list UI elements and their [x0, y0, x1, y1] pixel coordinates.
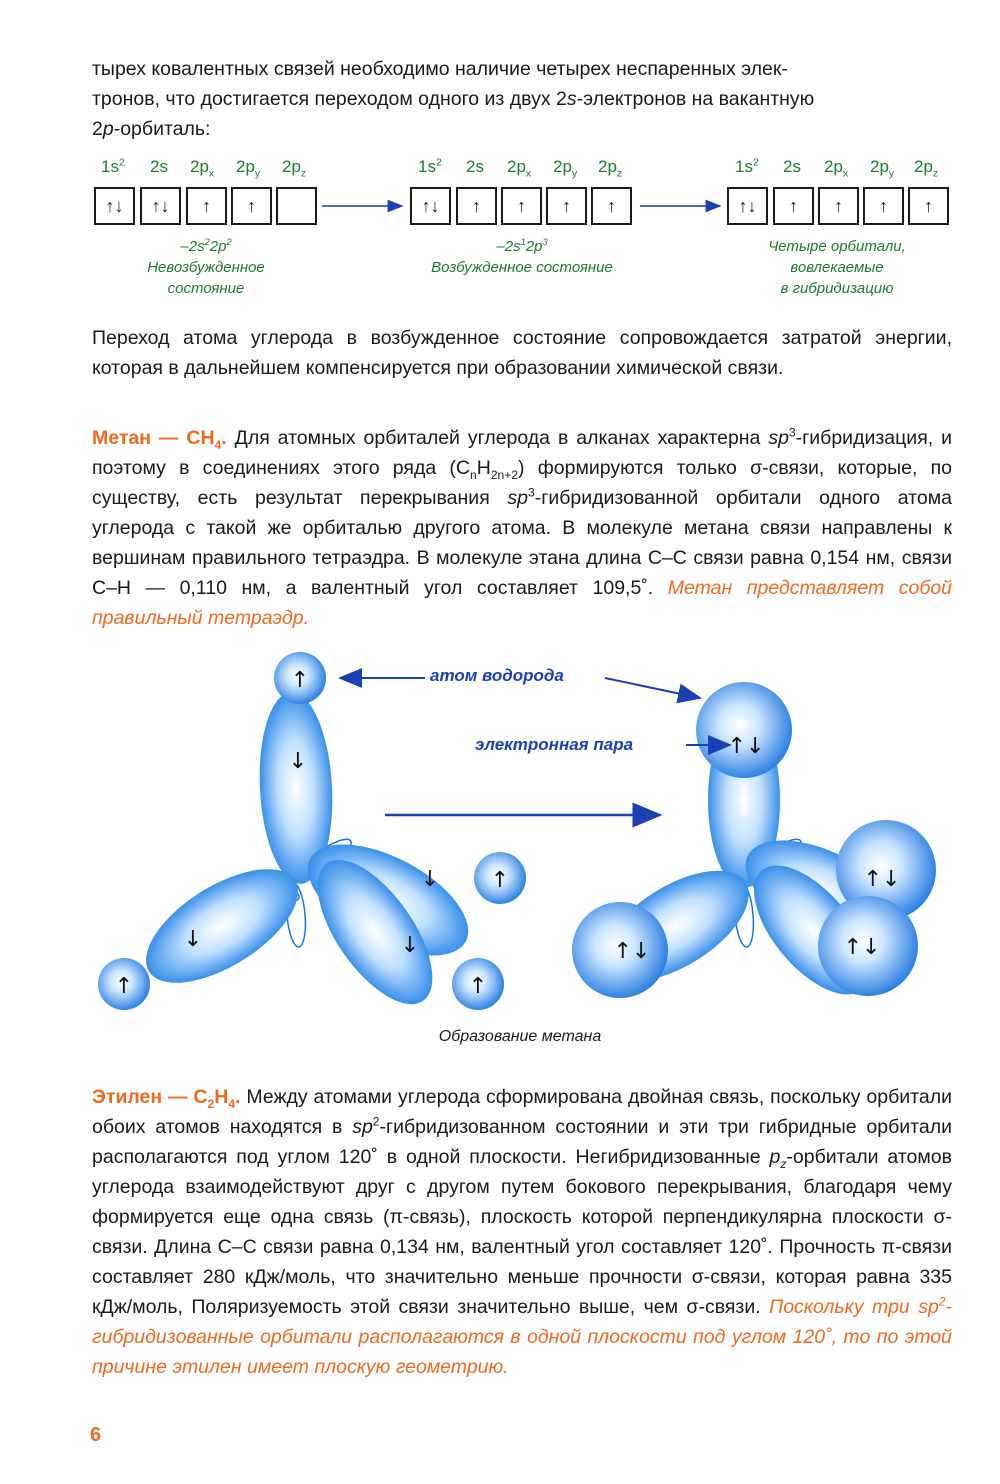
state-1-caption: [96, 236, 316, 299]
orbital-cell: ↑↓: [410, 187, 451, 225]
state-arrows: [0, 0, 1000, 240]
label-1s: $1s^2$: [735, 156, 759, 176]
electron-pair-icon: ↑↓: [613, 939, 651, 964]
electron-up-icon: ↑: [290, 668, 310, 693]
state-1-formula: $-2s^22p^2$: [180, 237, 232, 255]
methane-orbitals-right: [572, 682, 936, 1014]
orbital-cell: ↑: [546, 187, 587, 225]
electron-down-icon: ↓: [400, 933, 420, 958]
label-2px: $2p_x$: [824, 157, 849, 180]
electron-down-icon: ↓: [288, 749, 308, 774]
label-2py: $2p_y$: [870, 157, 895, 180]
transition-paragraph: Переход атома углерода в возбужденное состояние сопровождается затратой энергии, которая в дальнейшем компенсируется при образовании химической связи.: [92, 327, 952, 379]
state-3-caption-line: Четыре орбитали,: [768, 238, 906, 255]
orbital-cell: ↑: [186, 187, 227, 225]
orbital-cell: ↑: [773, 187, 814, 225]
overlap-lobe: [696, 682, 792, 778]
ethylene-highlight: Поскольку три $sp^2$-гибридизованные орбитали располагаются в одной плоскости под углом 120˚, то по этой причине этилен имеет плоскую геометрию.: [92, 1294, 953, 1378]
label-2s: 2s: [150, 157, 168, 176]
methane-paragraph: Метан — $CH_4$. Для атомных орбиталей углерода в алканах характерна $sp^3$-гибридизация, и поэтому в соединениях этого ряда $(C_nH_{2n+2})$ формируются только σ-связи, которые, по существу, есть результат перекрывания $sp^3$-гибридизованной орбитали одного атома углерода с такой же орбиталью другого атома. В молекуле метана связи направлены к вершинам правильного тетраэдра. В молекуле этана длина С–С связи равна 0,154 нм, связи С–Н — 0,110 нм, а валентный угол составляет 109,5˚. Метан представляет собой правильный тетраэдр.: [92, 425, 952, 629]
label-1s: $1s^2$: [418, 156, 442, 176]
intro-line-1: тырех ковалентных связей необходимо наличие четырех неспаренных элек-: [92, 58, 788, 80]
orbital-cell: ↑↓: [727, 187, 768, 225]
orbital-cell: ↑↓: [94, 187, 135, 225]
orbital-cell: ↑↓: [140, 187, 181, 225]
methane-formation-diagram: [0, 640, 1000, 1040]
methane-title: Метан — $CH_4$.: [92, 427, 227, 452]
electron-up-icon: ↑: [468, 974, 488, 999]
intro-line-3: 2p-орбиталь:: [92, 118, 211, 140]
label-2pz: $2p_z$: [598, 157, 623, 180]
electron-down-icon: ↓: [420, 867, 440, 892]
ethylene-paragraph: Этилен — $C_2H_4$. Между атомами углерода сформирована двойная связь, поскольку орбитали обоих атомов находятся в $sp^2$-гибридизованном состоянии и эти три гибридные орбитали располагаются под углом 120˚ в одной плоскости. Негибридизованные $p_z$-орбитали атомов углерода взаимодействуют друг с другом путем бокового перекрывания, благодаря чему формируется еще одна связь (π-связь), плоскость которой перпендикулярна плоскости σ-связи. Длина С–С связи равна 0,134 нм, валентный угол составляет 120˚. Прочность π-связи составляет 280 кДж/моль, что значительно меньше прочности σ-связи, которая равна 335 кДж/моль, Поляризуемость этой связи значительно выше, чем σ-связи. Поскольку три $sp^2$-гибридизованные орбитали располагаются в одной плоскости под углом 120˚, то по этой причине этилен имеет плоскую геометрию.: [92, 1086, 953, 1378]
orbital-cell: ↑: [908, 187, 949, 225]
state-3-caption-line: вовлекаемые: [790, 259, 884, 276]
label-2pz: $2p_z$: [914, 157, 939, 180]
orbital-cell: ↑: [501, 187, 542, 225]
electron-up-icon: ↑: [490, 868, 510, 893]
electron-pair-icon: ↑↓: [843, 935, 881, 960]
electron-pair-icon: ↑↓: [727, 734, 765, 759]
state-3-caption: [730, 236, 944, 299]
electron-down-icon: ↓: [183, 927, 203, 952]
label-2py: $2p_y$: [236, 157, 261, 180]
electron-pair-icon: ↑↓: [863, 867, 901, 892]
state-1-caption-line: Невозбужденное: [147, 259, 265, 276]
label-2px: $2p_x$: [190, 157, 215, 180]
state-3-caption-line: в гибридизацию: [780, 280, 894, 297]
orbital-cell: ↑: [456, 187, 497, 225]
label-electron-pair: электронная пара: [475, 735, 634, 754]
arrow-right-icon: [605, 678, 700, 698]
state-2-caption: [400, 236, 644, 278]
state-1-caption-line: состояние: [167, 280, 245, 297]
orbital-cell: ↑: [818, 187, 859, 225]
orbital-cell: ↑: [591, 187, 632, 225]
state-2-caption-line: Возбужденное состояние: [431, 259, 613, 276]
figure-caption: Образование метана: [438, 1028, 602, 1045]
carbon-orbitals-left: [128, 690, 486, 1022]
label-2s: 2s: [783, 157, 801, 176]
intro-line-2: тронов, что достигается переходом одного из двух 2s-электронов на вакантную: [92, 88, 815, 110]
label-2pz: $2p_z$: [282, 157, 307, 180]
label-hydrogen-atom: атом водорода: [430, 666, 564, 685]
methane-highlight: Метан представляет собой правильный тетраэдр.: [92, 577, 952, 629]
electron-up-icon: ↑: [114, 974, 134, 999]
label-1s: $1s^2$: [101, 156, 125, 176]
label-2s: 2s: [466, 157, 484, 176]
orbital-cell: ↑: [863, 187, 904, 225]
state-2-formula: $-2s^12p^3$: [496, 237, 548, 255]
ethylene-title: Этилен — $C_2H_4$.: [92, 1086, 241, 1111]
orbital-cell: ↑: [231, 187, 272, 225]
label-2px: $2p_x$: [507, 157, 532, 180]
page-number: 6: [90, 1424, 102, 1446]
label-2py: $2p_y$: [553, 157, 578, 180]
